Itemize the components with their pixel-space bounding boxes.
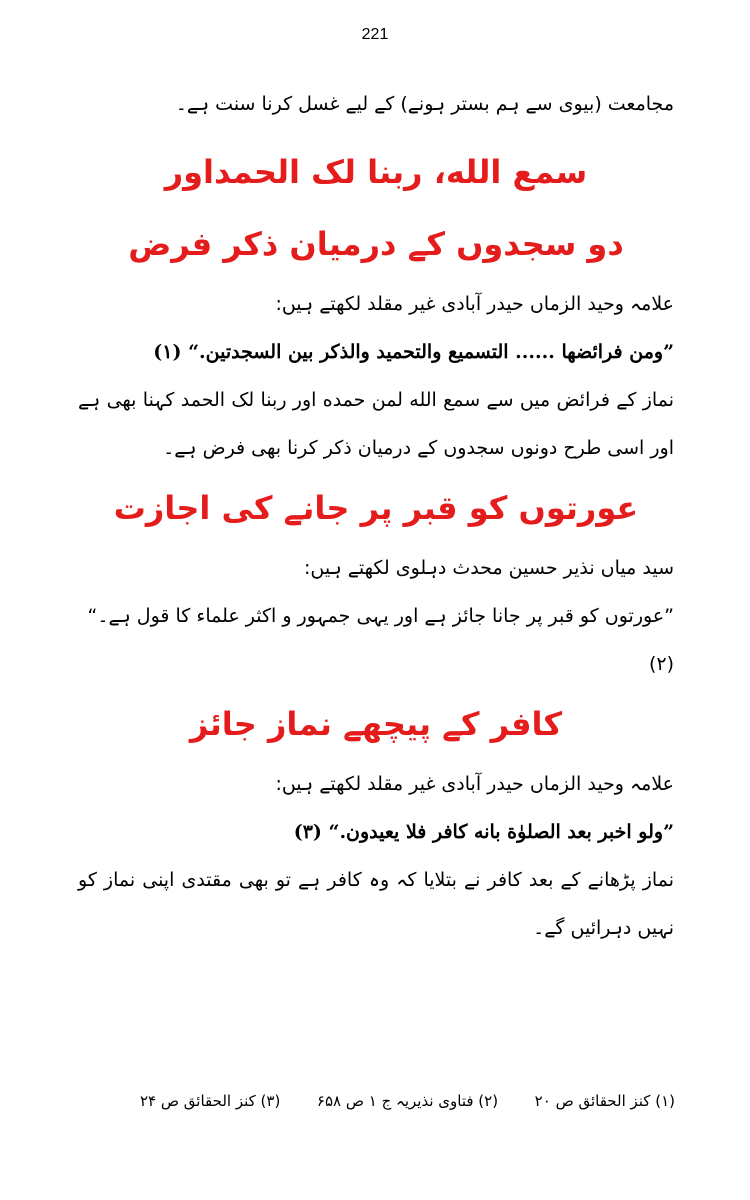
arabic-quote-kafir: ”ولو اخبر بعد الصلوٰة بانه كافر فلا يعيدون.“ (۳) bbox=[293, 821, 674, 843]
footnote-1: (۱) کنز الحقائق ص ۲۰ bbox=[534, 1092, 675, 1110]
page-body bbox=[78, 80, 674, 952]
footnotes bbox=[140, 1092, 675, 1110]
heading-zikr-between-sajdas: دو سجدوں کے درمیان ذکر فرض bbox=[128, 225, 624, 263]
heading-prayer-behind-kafir: کافر کے پیچھے نماز جائز bbox=[189, 705, 563, 743]
quote-intro-waheed: علامہ وحید الزماں حیدر آبادی غیر مقلد لکھتے ہیں: bbox=[275, 293, 674, 315]
explanation-kafir: نماز پڑھانے کے بعد کافر نے بتلایا کہ وہ کافر ہے تو بھی مقتدی اپنی نماز کو نہیں دہرائیں گے۔ bbox=[78, 869, 674, 939]
heading-tasmee-tahmeed: سمع الله، ربنا لک الحمداور bbox=[164, 153, 588, 191]
heading-women-graves: عورتوں کو قبر پر جانے کی اجازت bbox=[113, 489, 639, 527]
intro-line: مجامعت (بیوی سے ہم بستر ہونے) کے لیے غسل کرنا سنت ہے۔ bbox=[175, 93, 674, 115]
quote-women-graves: ”عورتوں کو قبر پر جانا جائز ہے اور یہی جمہور و اکثر علماء کا قول ہے۔“ (۲) bbox=[87, 605, 674, 675]
arabic-quote-faraid: ”ومن فرائضها ...... التسميع والتحميد والذكر بين السجدتين.“ (۱) bbox=[153, 341, 674, 363]
page-number: 221 bbox=[361, 26, 389, 43]
quote-intro-nazeer: سید میاں نذیر حسین محدث دہلوی لکھتے ہیں: bbox=[304, 557, 674, 579]
footnote-3: (۳) کنز الحقائق ص ۲۴ bbox=[140, 1092, 281, 1110]
footnote-2: (۲) فتاوی نذیریہ ج ۱ ص ۶۵۸ bbox=[316, 1092, 499, 1110]
quote-intro-waheed-2: علامہ وحید الزماں حیدر آبادی غیر مقلد لکھتے ہیں: bbox=[275, 773, 674, 795]
explanation-faraid: نماز کے فرائض میں سے سمع الله لمن حمده اور ربنا لک الحمد کہنا بھی ہے اور اسی طرح دونوں سجدوں کے درمیان ذکر کرنا بھی فرض ہے۔ bbox=[78, 389, 674, 459]
